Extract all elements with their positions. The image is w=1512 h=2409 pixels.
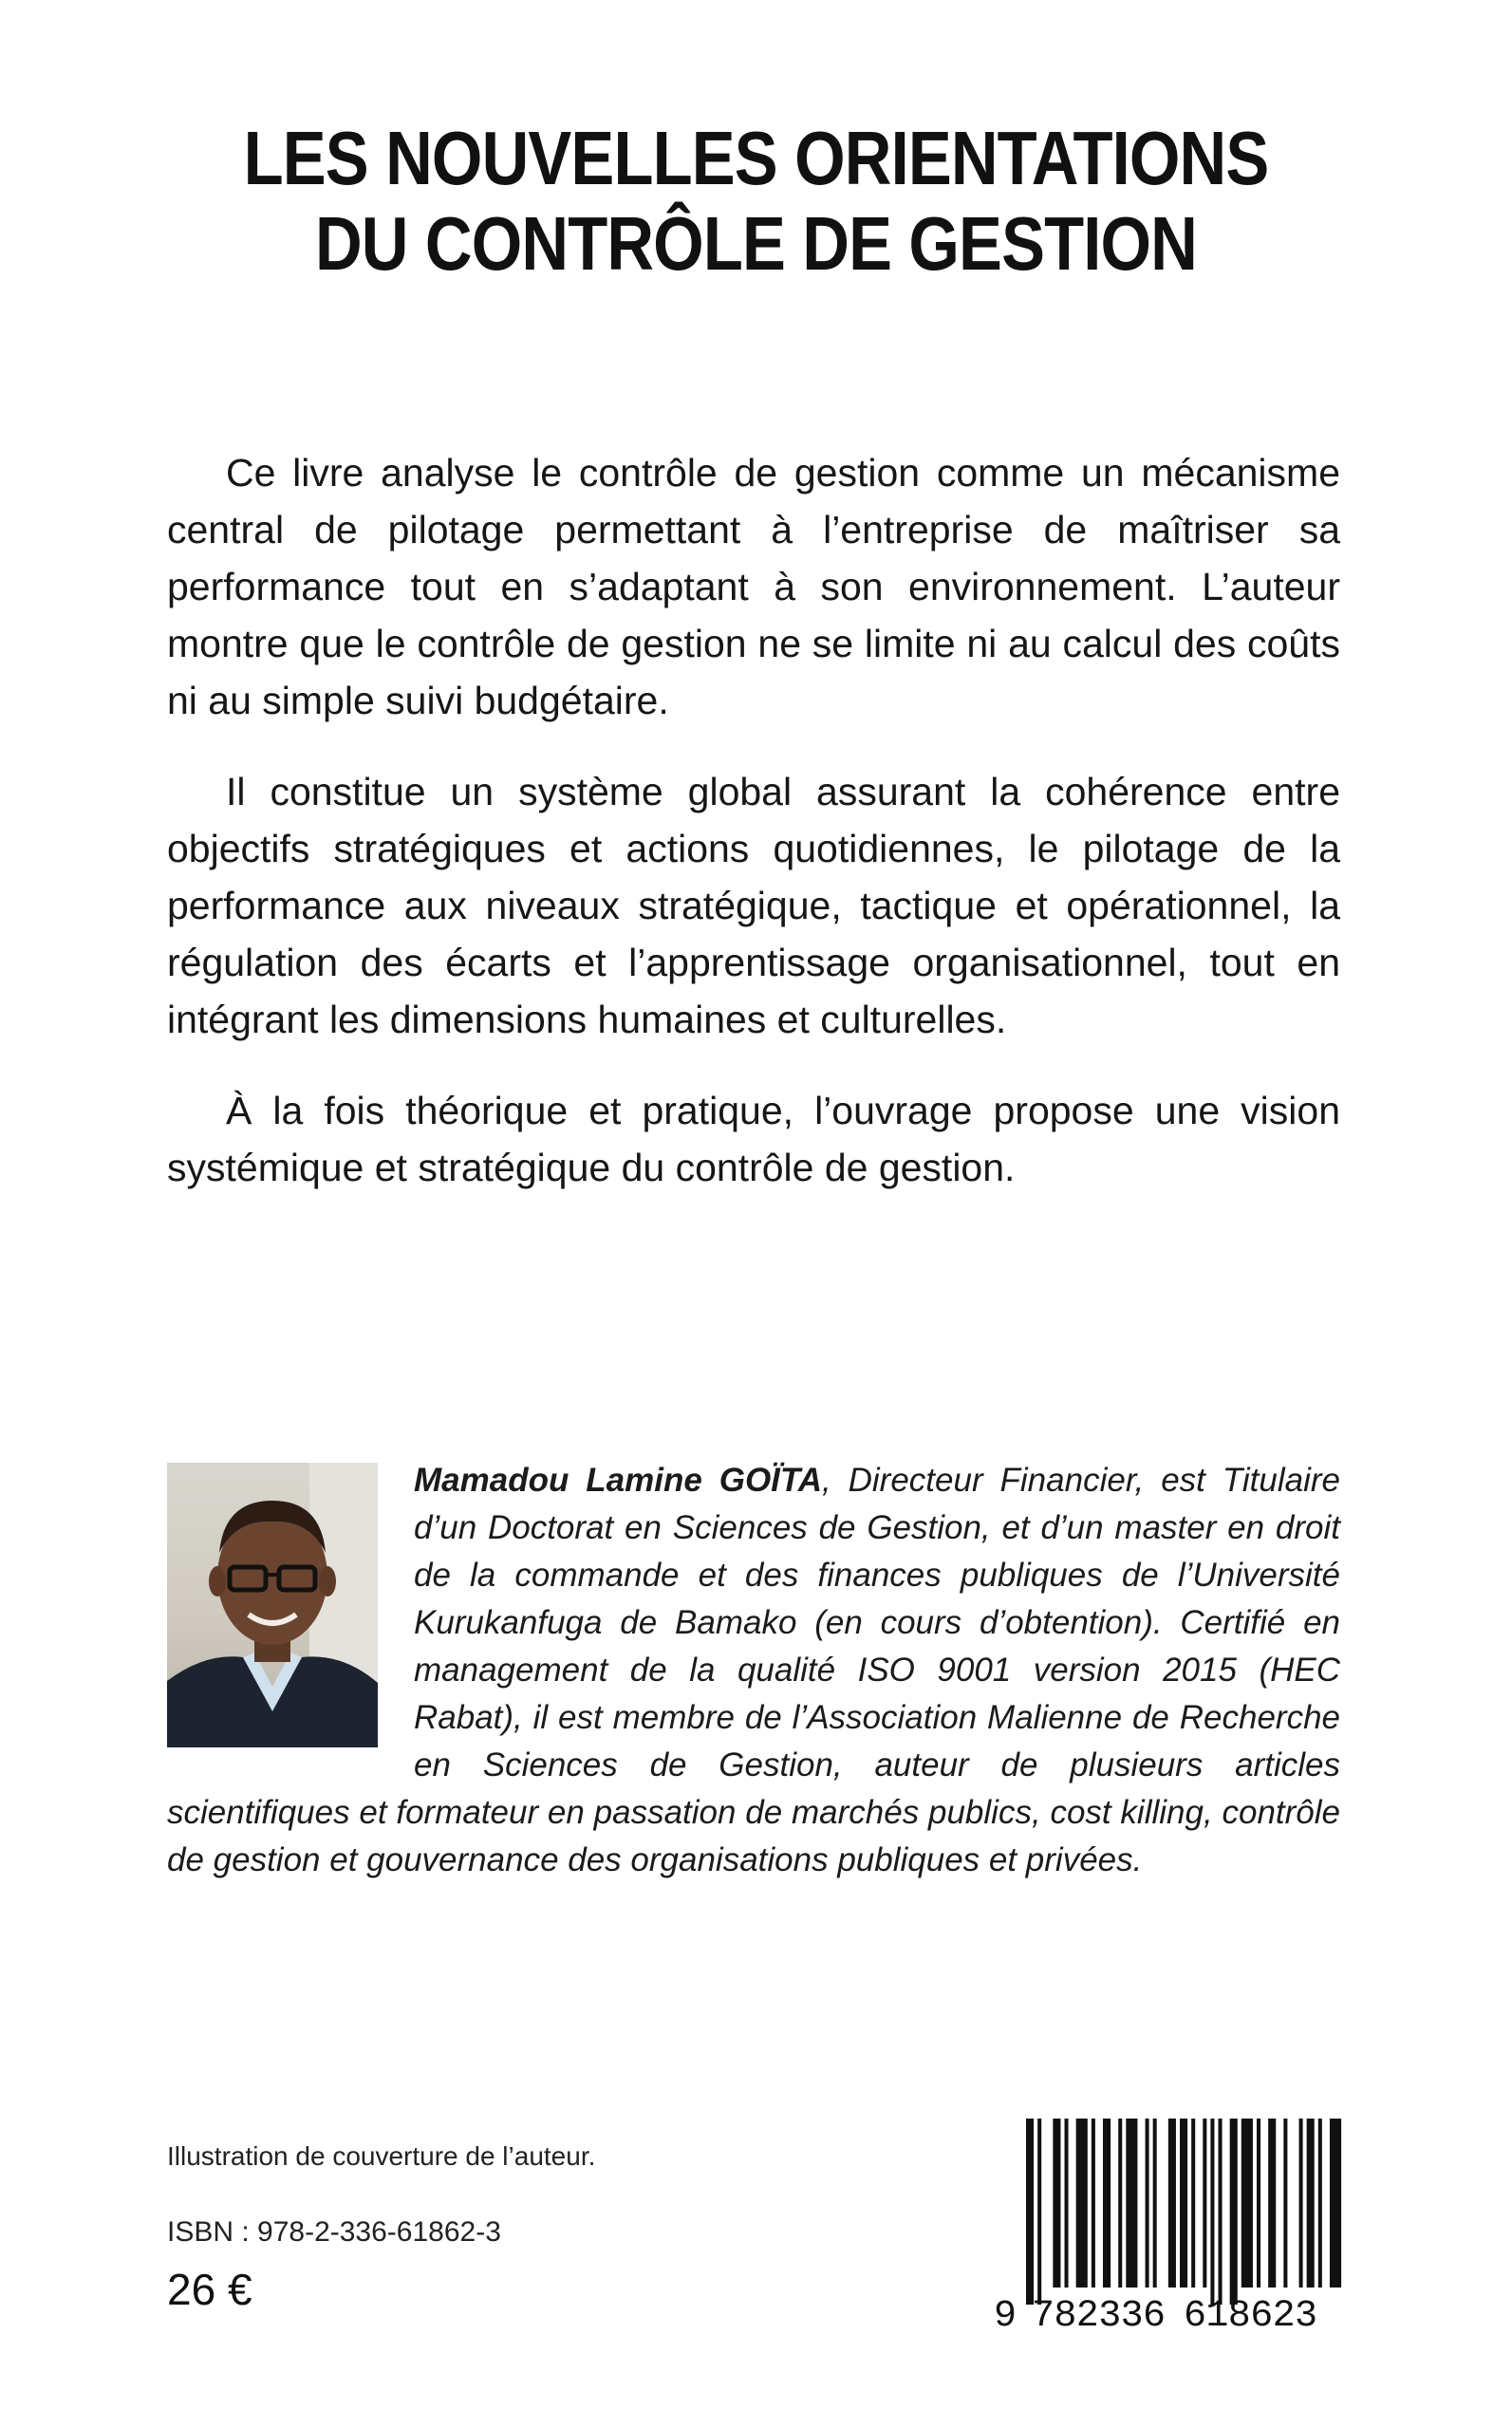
barcode-bar — [1230, 2119, 1238, 2305]
barcode-bar — [1146, 2119, 1149, 2288]
barcode-bar — [1180, 2119, 1187, 2288]
barcode-bar — [1219, 2119, 1223, 2305]
barcode-bar — [1268, 2119, 1276, 2288]
barcode-bar — [1241, 2119, 1253, 2288]
summary-paragraph: À la fois théorique et pratique, l’ouvrage propose une vision systémique et stratégique du contrôle de gestion. — [167, 1089, 1340, 1189]
author-portrait-illustration — [167, 1463, 378, 1747]
barcode-bar — [1318, 2119, 1322, 2288]
barcode-bar — [1203, 2119, 1206, 2288]
title-line-2: DU CONTRÔLE DE GESTION — [314, 201, 1198, 286]
barcode-bar — [1065, 2119, 1069, 2288]
barcode-bar — [1153, 2119, 1157, 2288]
barcode-bar — [1299, 2119, 1303, 2288]
barcode-bar — [1191, 2119, 1195, 2288]
author-bio-text: , Directeur Financier, est Titulaire d’un Doctorat en Sciences de Gestion, et d’un master en droit de la commande et des finances publiques de l’Université Kurukanfuga de Bamako (en cours d’obtention). Certifié en management de la qualité ISO 9001 version 2015 (HEC Rabat), il est membre de l’Association Malienne de Recherche en Sciences de Gestion, auteur de plusieurs articles scientifiques et formateur en passation de marchés publics, cost killing, contrôle de gestion et gouvernance des organisations publiques et privées. — [167, 1462, 1340, 1878]
summary-paragraph: Il constitue un système global assurant la cohérence entre objectifs stratégiques et actions quotidiennes, le pilotage de la performance aux niveaux stratégique, tactique et opérationnel, la régulation des écarts et l’apprentissage organisationnel, tout en intégrant les dimensions humaines et culturelles. — [167, 770, 1340, 1041]
cover-credit: Illustration de couverture de l’auteur. — [167, 2141, 596, 2171]
book-title — [106, 116, 1407, 287]
barcode-bar — [1283, 2119, 1287, 2288]
isbn: ISBN : 978-2-336-61862-3 — [167, 2216, 501, 2248]
summary-paragraph: Ce livre analyse le contrôle de gestion comme un mécanisme central de pilotage permettant à l’entreprise de maîtriser sa performance tout en s’adaptant à son environnement. L’auteur montre que le contrôle de gestion ne se limite ni au calcul des coûts ni au simple suivi budgétaire. — [167, 451, 1340, 722]
barcode-bar — [1037, 2119, 1041, 2305]
author-photo — [167, 1463, 378, 1747]
barcode-bar — [1168, 2119, 1176, 2288]
barcode-bar — [1210, 2119, 1214, 2305]
barcode-digit-first: 9 — [994, 2295, 1017, 2333]
barcode-bar — [1026, 2119, 1034, 2305]
barcode-bar — [1330, 2119, 1341, 2288]
barcode-bar — [1076, 2119, 1088, 2288]
book-summary — [167, 444, 1340, 1230]
barcode-bar — [1307, 2119, 1315, 2288]
barcode-bar — [1257, 2119, 1260, 2288]
price: 26 € — [167, 2265, 252, 2314]
barcode-bar — [1092, 2119, 1095, 2288]
barcode-bar — [1053, 2119, 1060, 2288]
isbn-barcode — [982, 2119, 1343, 2333]
title-line-1: LES NOUVELLES ORIENTATIONS — [243, 116, 1269, 200]
author-name: Mamadou Lamine GOÏTA — [414, 1462, 822, 1499]
barcode-bar — [1118, 2119, 1122, 2288]
barcode-bars — [1026, 2119, 1343, 2305]
barcode-digits-right: 618623 — [1184, 2295, 1321, 2333]
barcode-digits-left: 782336 — [1032, 2295, 1169, 2333]
barcode-bar — [1103, 2119, 1111, 2288]
author-section — [167, 1457, 1340, 1884]
barcode-bar — [1126, 2119, 1137, 2288]
